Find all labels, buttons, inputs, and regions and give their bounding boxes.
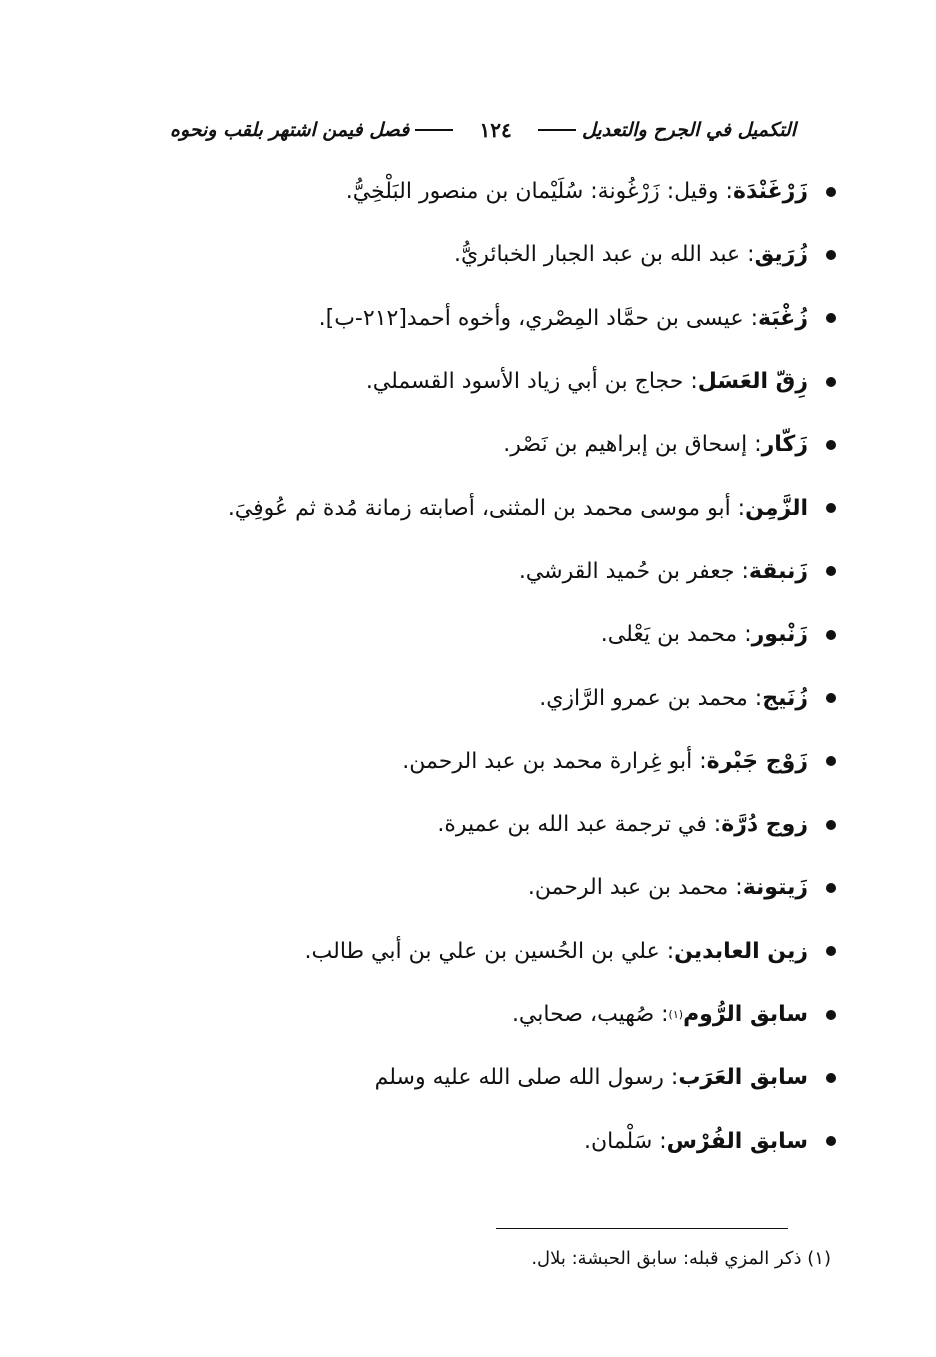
bullet-icon: [826, 250, 836, 260]
bullet-icon: [826, 440, 836, 450]
entry-term: زوج دُرَّة: [721, 812, 808, 838]
entry-text: : سَلْمان.: [583, 1128, 667, 1154]
entry-term: زَيتونة: [742, 875, 808, 901]
entry-term: زِقّ العَسَل: [697, 369, 808, 395]
list-item: [136, 1046, 836, 1109]
header-dash: [538, 129, 576, 131]
footnote-marker: (١): [807, 1248, 831, 1269]
page-number: ١٢٤: [479, 118, 512, 142]
header-dash: [415, 129, 453, 131]
list-item: [136, 540, 836, 603]
list-item: [136, 287, 836, 350]
list-item: [136, 1109, 836, 1172]
entry-text: : محمد بن عمرو الرَّازي.: [539, 685, 763, 711]
bullet-icon: [826, 313, 836, 323]
footnote-ref[interactable]: (١): [668, 1008, 684, 1021]
book-title: التكميل في الجرح والتعديل: [581, 119, 796, 141]
list-item: [136, 856, 836, 919]
bullet-icon: [826, 377, 836, 387]
entry-text: : محمد بن عبد الرحمن.: [527, 875, 743, 901]
entry-term: زَنْبور: [751, 622, 808, 648]
entry-term: زَوْج جَبْرة: [706, 748, 808, 774]
entry-text: : أبو موسى محمد بن المثنى، أصابته زمانة مُدة ثم عُوفِيَ.: [227, 495, 746, 521]
list-item: [136, 223, 836, 286]
section-title: فصل فيمن اشتهر بلقب ونحوه: [170, 119, 410, 141]
entry-text: : حجاج بن أبي زياد الأسود القسملي.: [365, 369, 698, 395]
entry-text: : جعفر بن حُميد القرشي.: [518, 558, 749, 584]
list-item: [136, 920, 836, 983]
entry-text: : عيسى بن حمَّاد المِصْري، وأخوه أحمد[٢١٢-ب].: [318, 305, 758, 331]
entry-term: الزَّمِن: [745, 495, 808, 521]
bullet-icon: [826, 946, 836, 956]
entry-term: زَنبقة: [748, 558, 808, 584]
entry-term: سابق العَرَب: [678, 1065, 808, 1091]
list-item: [136, 730, 836, 793]
entry-text: : علي بن الحُسين بن علي بن أبي طالب.: [304, 938, 675, 964]
bullet-icon: [826, 1136, 836, 1146]
entry-term: زَرْغَنْدَة: [732, 179, 808, 205]
running-header: [170, 112, 796, 148]
entry-text: : صُهيب، صحابي.: [511, 1002, 669, 1027]
bullet-icon: [826, 756, 836, 766]
list-item: [136, 983, 836, 1046]
footnote-text: ذكر المزي قبله: سابق الحبشة: بلال.: [531, 1248, 802, 1269]
header-left: [170, 119, 459, 141]
bullet-icon: [826, 1010, 836, 1020]
bullet-icon: [826, 693, 836, 703]
entry-term: زين العابدين: [674, 938, 808, 964]
list-item: [136, 413, 836, 476]
entry-text: : إسحاق بن إبراهيم بن نَصْر.: [503, 432, 762, 458]
bullet-icon: [826, 820, 836, 830]
entry-text: : عبد الله بن عبد الجبار الخبائريُّ.: [454, 242, 755, 268]
entry-text: : وقيل: زَرْغُونة: سُلَيْمان بن منصور البَلْخِيُّ.: [345, 179, 733, 205]
footnote: [531, 1248, 831, 1269]
list-item: [136, 603, 836, 666]
bullet-icon: [826, 566, 836, 576]
entry-term: زُنَيج: [762, 685, 808, 711]
entry-text: : في ترجمة عبد الله بن عميرة.: [437, 812, 722, 838]
list-item: [136, 350, 836, 413]
bullet-icon: [826, 883, 836, 893]
bullet-icon: [826, 187, 836, 197]
entry-list: [136, 160, 836, 1173]
entry-text: : محمد بن يَعْلى.: [600, 622, 752, 648]
entry-term: سابق الرُّوم: [683, 1002, 808, 1027]
list-item: [136, 793, 836, 856]
entry-term: زُرَيق: [754, 242, 808, 268]
list-item: [136, 476, 836, 539]
footnote-divider: [496, 1228, 788, 1229]
list-item: [136, 666, 836, 729]
entry-term: سابق الفُرْس: [666, 1128, 808, 1154]
list-item: [136, 160, 836, 223]
entry-text: : أبو غِرارة محمد بن عبد الرحمن.: [402, 748, 707, 774]
header-right: [532, 119, 796, 141]
entry-term: زَكّار: [761, 432, 808, 458]
entry-text: : رسول الله صلى الله عليه وسلم: [374, 1065, 679, 1091]
bullet-icon: [826, 630, 836, 640]
bullet-icon: [826, 1073, 836, 1083]
bullet-icon: [826, 503, 836, 513]
entry-term: زُغْبَة: [757, 305, 808, 331]
